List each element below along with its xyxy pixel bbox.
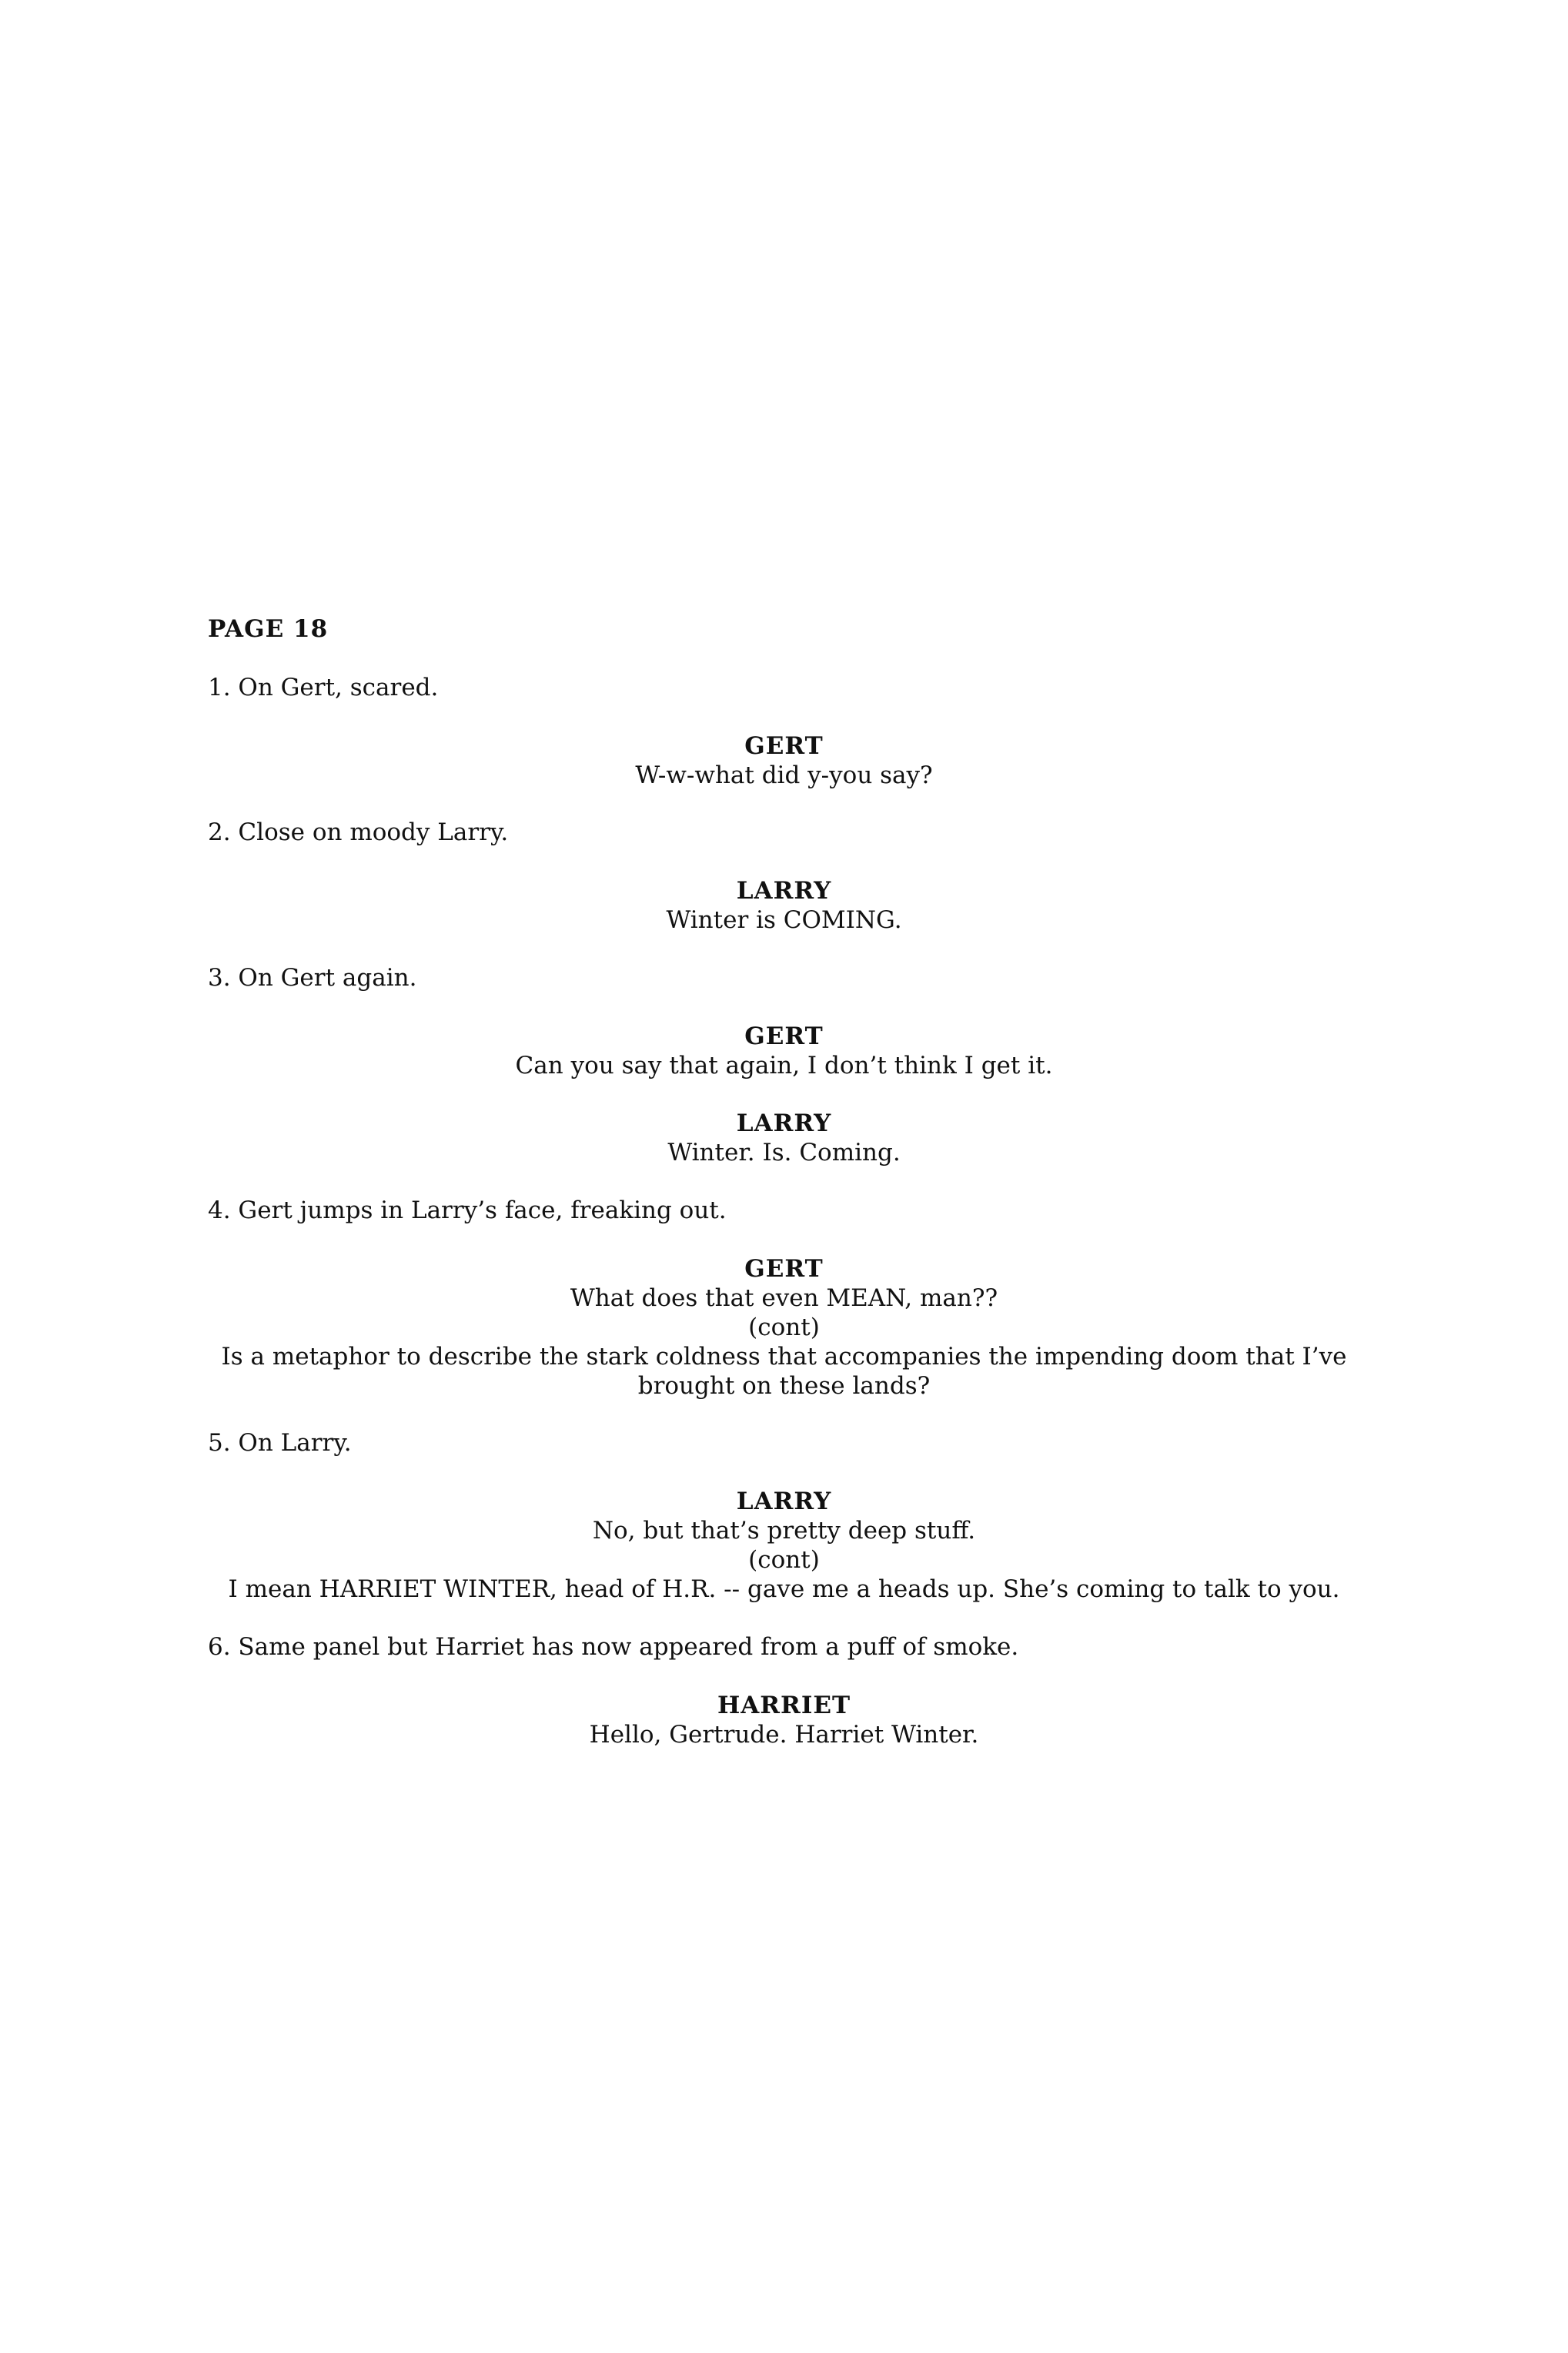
continued-marker: (cont): [748, 1314, 820, 1341]
dialogue-line: brought on these lands?: [637, 1372, 931, 1400]
speaker-name: LARRY: [736, 1110, 832, 1137]
speaker-name: LARRY: [736, 877, 832, 905]
dialogue-line: W-w-what did y-you say?: [635, 761, 933, 789]
dialogue-line: Is a metaphor to describe the stark coldness that accompanies the impending doom that I’ve: [221, 1343, 1347, 1371]
panel-description: 1. On Gert, scared.: [208, 674, 439, 701]
speaker-name: GERT: [744, 1023, 824, 1050]
panel-description: 5. On Larry.: [208, 1429, 352, 1457]
dialogue-line: No, but that’s pretty deep stuff.: [592, 1517, 976, 1545]
dialogue-line: What does that even MEAN, man??: [570, 1284, 998, 1312]
page-heading: PAGE 18: [208, 615, 329, 643]
dialogue-line: Can you say that again, I don’t think I get it.: [515, 1052, 1053, 1079]
speaker-name: GERT: [744, 732, 824, 760]
speaker-name: HARRIET: [717, 1692, 851, 1719]
panel-description: 6. Same panel but Harriet has now appeared from a puff of smoke.: [208, 1633, 1019, 1661]
continued-marker: (cont): [748, 1546, 820, 1574]
speaker-name: GERT: [744, 1255, 824, 1283]
dialogue-line: Hello, Gertrude. Harriet Winter.: [589, 1721, 979, 1749]
dialogue-line: I mean HARRIET WINTER, head of H.R. -- gave me a heads up. She’s coming to talk to you.: [228, 1575, 1340, 1603]
panel-description: 3. On Gert again.: [208, 964, 417, 992]
panel-description: 4. Gert jumps in Larry’s face, freaking out.: [208, 1197, 727, 1224]
panel-description: 2. Close on moody Larry.: [208, 818, 509, 846]
speaker-name: LARRY: [736, 1488, 832, 1515]
dialogue-line: Winter. Is. Coming.: [667, 1139, 901, 1166]
dialogue-line: Winter is COMING.: [666, 906, 902, 934]
